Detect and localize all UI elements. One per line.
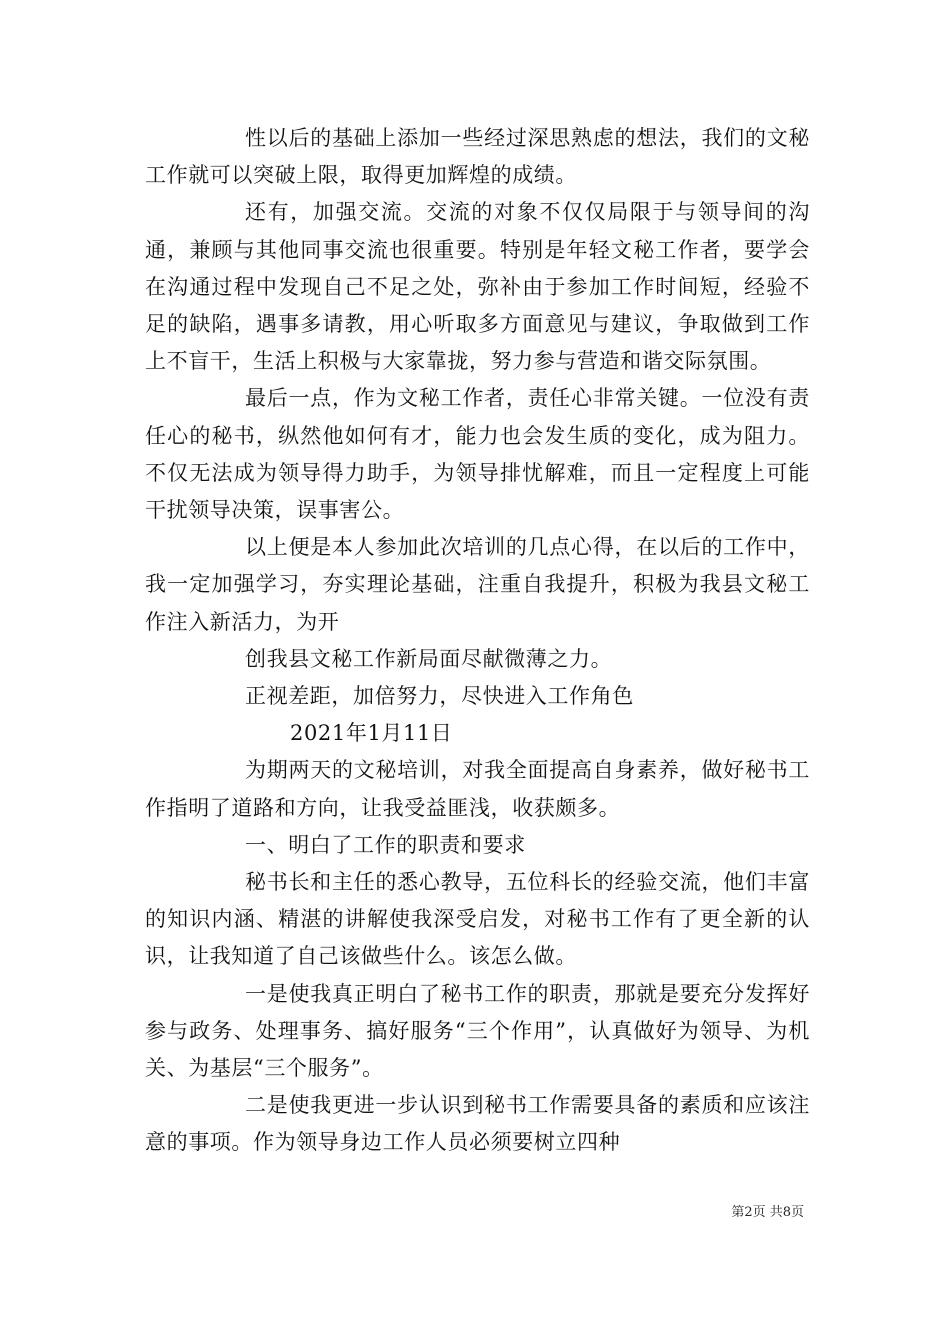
paragraph-10: 秘书长和主任的悉心教导，五位科长的经验交流，他们丰富的知识内涵、精湛的讲解使我深受启发，对秘书工作有了更全新的认识，让我知道了自己该做些什么。该怎么做。: [145, 870, 810, 969]
paragraph-1: 性以后的基础上添加一些经过深思熟虑的想法，我们的文秘工作就可以突破上限，取得更加辉煌的成绩。: [145, 126, 810, 188]
paragraph-3: 最后一点，作为文秘工作者，责任心非常关键。一位没有责任心的秘书，纵然他如何有才，能力也会发生质的变化，成为阻力。不仅无法成为领导得力助手，为领导排忧解难，而且一定程度上可能干扰领导决策，误事害公。: [145, 386, 810, 523]
date-line: 2021年1月11日: [290, 721, 453, 746]
paragraph-2: 还有，加强交流。交流的对象不仅仅局限于与领导间的沟通，兼顾与其他同事交流也很重要。特别是年轻文秘工作者，要学会在沟通过程中发现自己不足之处，弥补由于参加工作时间短，经验不足的缺陷，遇事多请教，用心听取多方面意见与建议，争取做到工作上不盲干，生活上积极与大家靠拢，努力参与营造和谐交际氛围。: [145, 200, 810, 374]
paragraph-4: 以上便是本人参加此次培训的几点心得，在以后的工作中，我一定加强学习，夯实理论基础，注重自我提升，积极为我县文秘工作注入新活力，为开: [145, 535, 810, 634]
paragraph-8: 为期两天的文秘培训，对我全面提高自身素养，做好秘书工作指明了道路和方向，让我受益匪浅，收获颇多。: [145, 758, 810, 820]
subheading-1: 一、明白了工作的职责和要求: [245, 832, 526, 857]
paragraph-5: 创我县文秘工作新局面尽献微薄之力。: [245, 646, 613, 671]
paragraph-11: 一是使我真正明白了秘书工作的职责，那就是要充分发挥好参与政务、处理事务、搞好服务“三个作用”，认真做好为领导、为机关、为基层“三个服务”。: [145, 981, 810, 1081]
section-heading: 正视差距，加倍努力，尽快进入工作角色: [245, 684, 634, 709]
document-body: [145, 120, 810, 1162]
paragraph-12: 二是使我更进一步认识到秘书工作需要具备的素质和应该注意的事项。作为领导身边工作人员必须要树立四种: [145, 1093, 810, 1155]
page-number-footer: 第2页 共8页: [731, 1205, 804, 1220]
